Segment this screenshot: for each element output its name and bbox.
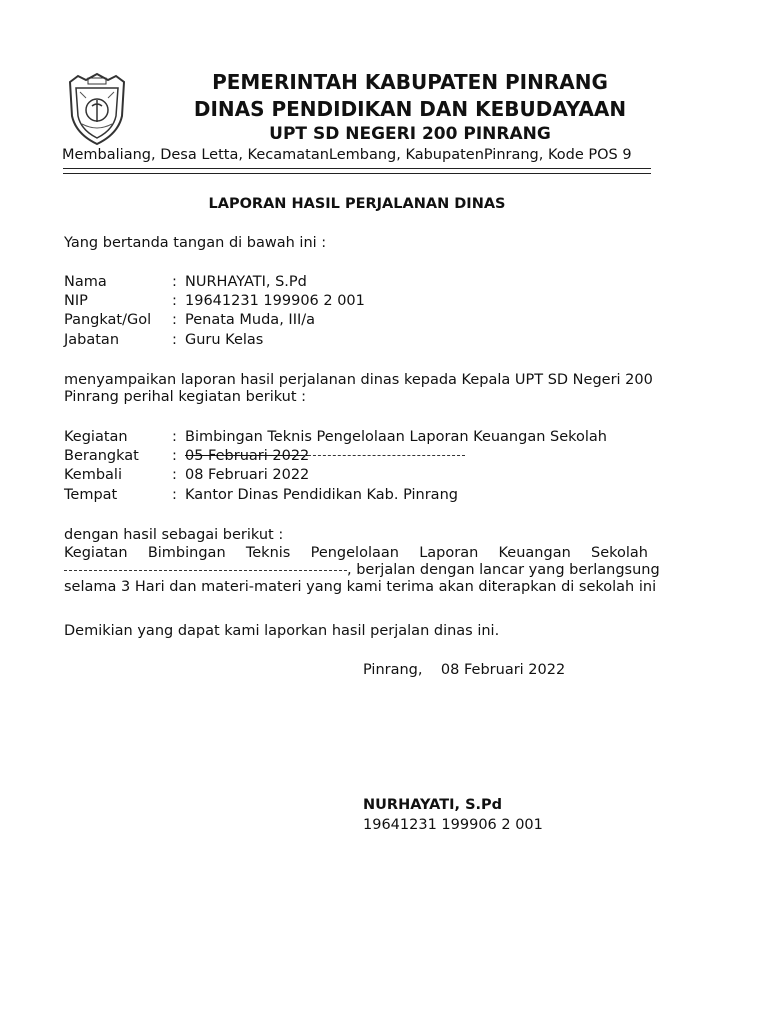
header-divider-thin <box>63 173 651 174</box>
identity-colon: : <box>172 312 177 328</box>
identity-label: Nama <box>64 274 107 290</box>
results-line: selama 3 Hari dan materi-materi yang kami terima akan diterapkan di sekolah ini <box>64 579 657 595</box>
identity-colon: : <box>172 332 177 348</box>
activity-label: Tempat <box>64 487 118 503</box>
identity-value: Penata Muda, III/a <box>185 312 316 328</box>
document-title: LAPORAN HASIL PERJALANAN DINAS <box>208 196 506 212</box>
signature-place-date: Pinrang, 08 Februari 2022 <box>363 662 566 678</box>
identity-value: 19641231 199906 2 001 <box>185 293 365 309</box>
identity-colon: : <box>172 293 177 309</box>
identity-value: NURHAYATI, S.Pd <box>185 274 307 290</box>
activity-colon: : <box>172 429 177 445</box>
activity-colon: : <box>172 448 177 464</box>
activity-label: Berangkat <box>64 448 139 464</box>
statement-line: menyampaikan laporan hasil perjalanan dinas kepada Kepala UPT SD Negeri 200 <box>64 372 653 388</box>
closing-text: Demikian yang dapat kami laporkan hasil perjalan dinas ini. <box>64 623 500 639</box>
activity-label: Kegiatan <box>64 429 128 445</box>
activity-colon: : <box>172 467 177 483</box>
activity-label: Kembali <box>64 467 122 483</box>
activity-colon: : <box>172 487 177 503</box>
header-government: PEMERINTAH KABUPATEN PINRANG <box>212 70 608 94</box>
identity-label: NIP <box>64 293 88 309</box>
results-line: , berjalan dengan lancar yang berlangsung <box>347 562 660 578</box>
header-divider-thick <box>63 168 651 169</box>
dashed-fill-line <box>64 570 347 571</box>
identity-label: Jabatan <box>64 332 120 348</box>
results-line: Kegiatan Bimbingan Teknis Pengelolaan Laporan Keuangan Sekolah <box>64 545 648 561</box>
header-department: DINAS PENDIDIKAN DAN KEBUDAYAAN <box>193 97 627 121</box>
activity-value: Kantor Dinas Pendidikan Kab. Pinrang <box>185 487 458 503</box>
results-intro: dengan hasil sebagai berikut : <box>64 527 284 543</box>
identity-colon: : <box>172 274 177 290</box>
dashed-fill-line <box>303 455 465 456</box>
statement-line: Pinrang perihal kegiatan berikut : <box>64 389 307 405</box>
activity-value: Bimbingan Teknis Pengelolaan Laporan Keuangan Sekolah <box>185 429 607 445</box>
header-school: UPT SD NEGERI 200 PINRANG <box>269 124 551 144</box>
activity-value: 05 Februari 2022 <box>185 448 310 464</box>
identity-value: Guru Kelas <box>185 332 264 348</box>
identity-label: Pangkat/Gol <box>64 312 152 328</box>
activity-value: 08 Februari 2022 <box>185 467 310 483</box>
header-address: Membaliang, Desa Letta, KecamatanLembang, KabupatenPinrang, Kode POS 9 <box>62 147 632 163</box>
signature-nip: 19641231 199906 2 001 <box>363 817 543 833</box>
intro-text: Yang bertanda tangan di bawah ini : <box>64 235 327 251</box>
signature-name: NURHAYATI, S.Pd <box>363 797 503 813</box>
